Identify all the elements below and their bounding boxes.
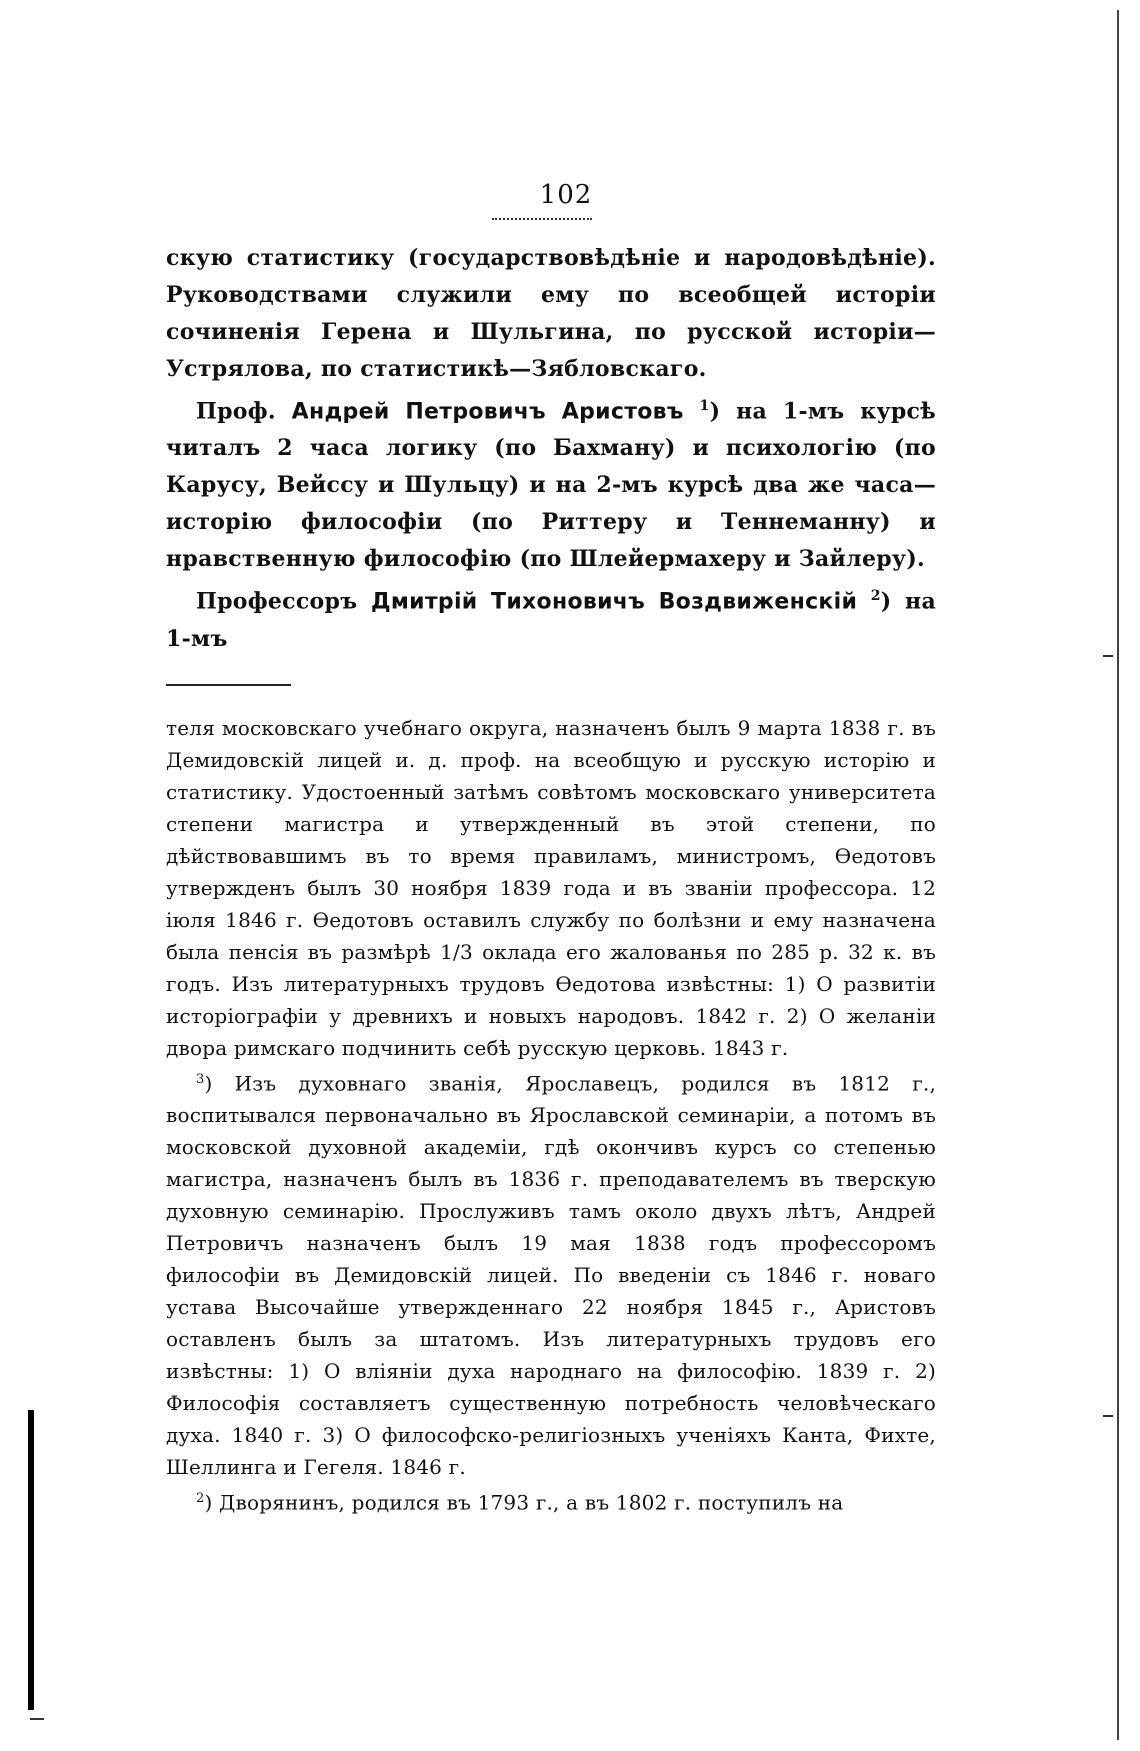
paragraph: скую статистику (государствовѣдѣніе и народовѣдѣніе). Руководствами служили ему по всеобщей исторіи сочиненія Герена и Шульгина, по русской исторіи—Устрялова, по статистикѣ—Зябловскаго. [166, 245, 936, 382]
footnotes [166, 712, 936, 1519]
footnote-mark: 3 [196, 1071, 205, 1087]
footnote-text: Изъ духовнаго званія, Ярославецъ, родился въ 1812 г., воспитывался первоначально въ Ярославской семинаріи, а потомъ въ московской духовной академіи, гдѣ окончивъ курсъ со степенью магистра, назначенъ былъ въ 1836 г. преподавателемъ въ тверскую духовную семинарію. Прослуживъ тамъ около двухъ лѣтъ, Андрей Петровичъ назначенъ былъ 19 мая 1838 годъ профессоромъ философіи въ Демидовскій лицей. По введеніи съ 1846 г. новаго устава Высочайше утвержденнаго 22 ноября 1845 г., Аристовъ оставленъ былъ за штатомъ. Изъ литературныхъ трудовъ его извѣстны: 1) О вліяніи духа народнаго на философію. 1839 г. 2) Философія составляетъ существенную потребность человѣческаго духа. 1840 г. 3) О философско-религіозныхъ ученіяхъ Канта, Фихте, Шеллинга и Гегеля. 1846 г. [166, 1071, 937, 1480]
scan-mark [30, 1718, 44, 1720]
paragraph: Проф. Андрей Петровичъ Аристовъ $^1$) на 1-мъ курсѣ читалъ 2 часа логику (по Бахману) и психологію (по Карусу, Вейссу и Шульцу) и на 2-мъ курсѣ два же часа—исторію философіи (по Риттеру и Теннеманну) и нравственную философію (по Шлейермахеру и Зайлеру). [166, 398, 936, 573]
footnote-divider [166, 684, 291, 686]
paragraph: Профессоръ Дмитрій Тихоновичъ Воздвиженскій $^2$) на 1-мъ [166, 588, 937, 652]
paragraph-text: на 1-мъ курсѣ читалъ 2 часа логику (по Бахману) и психологію (по Карусу, Вейссу и Шульцу) и на 2-мъ курсѣ два же часа—исторію философіи (по Риттеру и Теннеманну) и нравственную философію (по Шлейермахеру и Зайлеру). [166, 398, 936, 573]
paragraph-text: на 1-мъ [166, 588, 937, 652]
person-name: Андрей Петровичъ Аристовъ [291, 399, 684, 425]
person-name: Дмитрій Тихоновичъ Воздвиженскій [370, 589, 858, 615]
footnote-mark: 2 [196, 1491, 205, 1507]
fraction: 1/3 [440, 939, 473, 964]
page-number-ornament [492, 212, 592, 220]
book-page [166, 180, 936, 1519]
scan-mark [1103, 655, 1113, 657]
footnote-ref: 1 [699, 398, 710, 414]
title-abbrev: Проф. [196, 398, 276, 425]
footnote [166, 712, 936, 1064]
footnote-text: Дворянинъ, родился въ 1793 г., а въ 1802 г. поступилъ на [219, 1490, 844, 1515]
main-text [166, 240, 936, 658]
footnote: $^2$) Дворянинъ, родился въ 1793 г., а въ 1802 г. поступилъ на [196, 1490, 844, 1515]
footnote: $^3$) Изъ духовнаго званія, Ярославецъ, родился въ 1812 г., воспитывался первоначально въ Ярославской семинаріи, а потомъ въ московской духовной академіи, гдѣ окончивъ курсъ со степенью магистра, назначенъ былъ въ 1836 г. преподавателемъ въ тверскую духовную семинарію. Прослуживъ тамъ около двухъ лѣтъ, Андрей Петровичъ назначенъ былъ 19 мая 1838 годъ профессоромъ философіи въ Демидовскій лицей. По введеніи съ 1846 г. новаго устава Высочайше утвержденнаго 22 ноября 1845 г., Аристовъ оставленъ былъ за штатомъ. Изъ литературныхъ трудовъ его извѣстны: 1) О вліяніи духа народнаго на философію. 1839 г. 2) Философія составляетъ существенную потребность человѣческаго духа. 1840 г. 3) О философско-религіозныхъ ученіяхъ Канта, Фихте, Шеллинга и Гегеля. 1846 г. [166, 1071, 937, 1480]
footnote-ref: 2 [870, 588, 881, 605]
scan-mark [1103, 1415, 1113, 1417]
scan-edge-line [1117, 10, 1119, 1740]
scan-edge-bar [28, 1410, 34, 1710]
footnote-text: оклада его жалованья по 285 р. 32 к. въ годъ. Изъ литературныхъ трудовъ Ѳедотова извѣстны: 1) О развитіи исторіографіи у древнихъ и новыхъ народовъ. 1842 г. 2) О желаніи двора римскаго подчинить себѣ русскую церковь. 1843 г. [166, 939, 937, 1060]
page-number: 102 [539, 180, 593, 210]
footnote-text: теля московскаго учебнаго округа, назначенъ былъ 9 марта 1838 г. въ Демидовскій лицей и. д. проф. на всеобщую и русскую исторію и статистику. Удостоенный затѣмъ совѣтомъ московскаго университета степени магистра и утвержденный въ этой степени, по дѣйствовавшимъ въ то время правиламъ, министромъ, Ѳедотовъ утвержденъ былъ 30 ноября 1839 года и въ званіи профессора. 12 іюля 1846 г. Ѳедотовъ оставилъ службу по болѣзни и ему назначена была пенсія въ размѣрѣ [166, 715, 936, 964]
title-word: Профессоръ [196, 588, 358, 615]
